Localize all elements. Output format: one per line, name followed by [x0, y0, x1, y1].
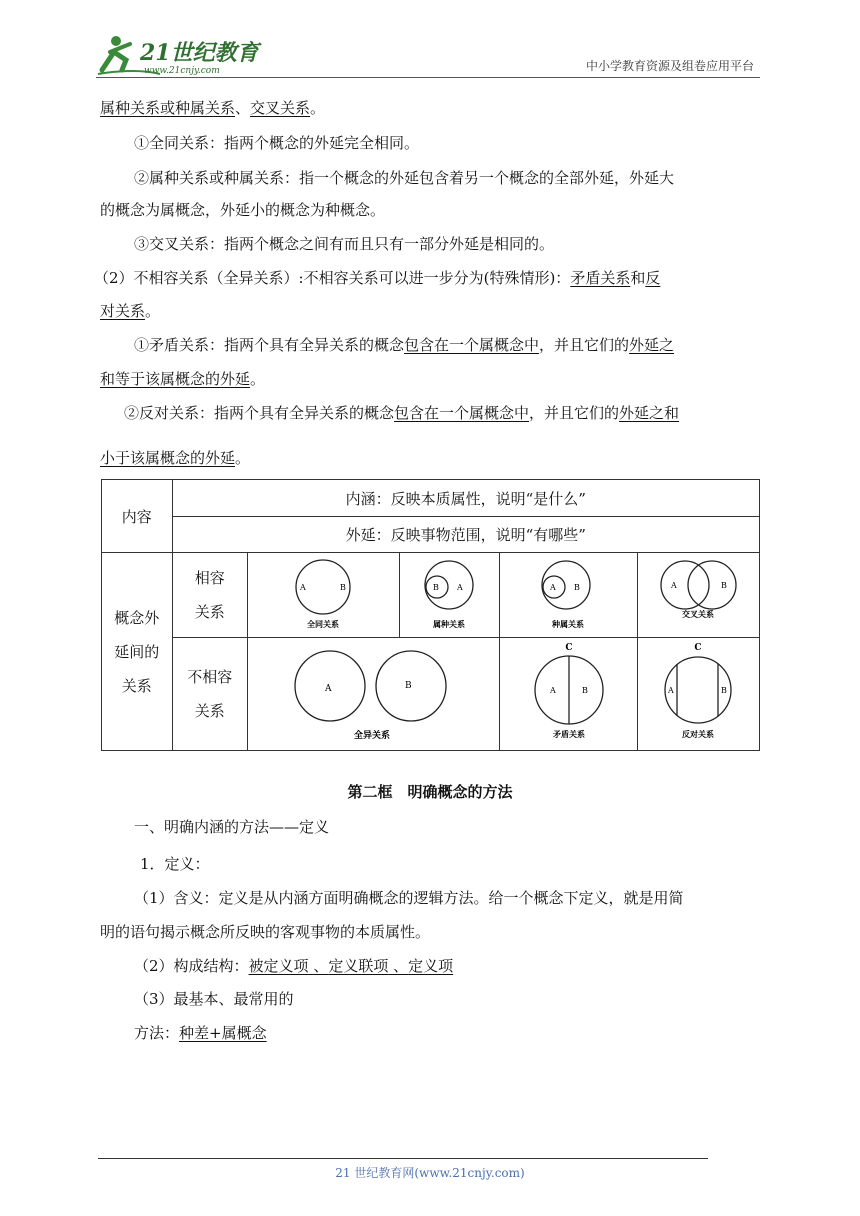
contradiction-diagram-cell [499, 638, 637, 751]
text: （2）构成结构： [134, 957, 249, 975]
text: （2）不相容关系（全异关系）:不相容关系可以进一步分为(特殊情形)： [94, 269, 571, 287]
opposition-diagram [638, 638, 759, 746]
genus-diagram [400, 553, 499, 633]
circle-a [661, 561, 709, 609]
species-diagram-cell [499, 553, 637, 638]
underline-copula: 定义联项 [328, 957, 389, 975]
underline-definiendum: 被定义项 [248, 957, 309, 975]
cross-diagram-cell [637, 553, 759, 638]
footer-text: 21 世纪教育网(www.21cnjy.com) [335, 1166, 525, 1180]
letter-c: C [565, 643, 573, 653]
heading-definition: 一、明确内涵的方法——定义 [134, 818, 330, 836]
text: 。 [145, 302, 161, 320]
label-same: 全同关系 [306, 619, 339, 629]
species-diagram [500, 553, 637, 633]
text: ②反对关系：指两个具有全异关系的概念 [124, 404, 395, 422]
opposition-line-1 [124, 403, 679, 423]
basic-line: （3）最基本、最常用的 [134, 990, 294, 1008]
meaning-line-1: （1）含义：定义是从内涵方面明确概念的逻辑方法。给一个概念下定义，就是用简 [134, 889, 684, 907]
label-opposition: 反对关系 [681, 729, 714, 739]
contradiction-diagram [500, 638, 637, 746]
opposition-diagram-cell [637, 638, 759, 751]
genus-definition-2: 的概念为属概念，外延小的概念为种概念。 [100, 201, 386, 219]
letter-a: A [670, 581, 677, 590]
underline: 包含在一个属概念中 [394, 404, 530, 422]
underline-opposition-a: 反 [645, 269, 661, 287]
letter-a: A [549, 686, 556, 695]
opposition-line-2 [100, 448, 250, 468]
circle-b [688, 561, 736, 609]
same-definition: ①全同关系：指两个概念的外延完全相同。 [134, 134, 420, 152]
underline: 小于该属概念的外延 [100, 449, 236, 467]
label-line: 关系 [194, 603, 225, 621]
end: 。 [310, 99, 326, 117]
same-diagram-cell [247, 553, 399, 638]
text: ，并且它们的 [529, 404, 620, 422]
label-species: 种属关系 [551, 619, 584, 629]
letter-a: A [325, 684, 332, 694]
text: 。 [235, 449, 251, 467]
label-contradiction: 矛盾关系 [552, 729, 585, 739]
text: 。 [250, 370, 266, 388]
sep: 、 [235, 99, 251, 117]
underline-genus-species: 属种关系或种属关系 [100, 99, 236, 117]
extension-cell: 外延：反映事物范围，说明“有哪些” [172, 517, 759, 553]
sep: 、 [388, 957, 409, 975]
label-line: 关系 [194, 702, 225, 720]
header-divider [96, 77, 760, 78]
contradiction-line-2 [100, 369, 265, 389]
content-label: 内容 [102, 480, 173, 553]
text: 方法： [134, 1024, 180, 1042]
letter-a: A [667, 686, 674, 695]
meaning-line-2: 明的语句揭示概念所反映的客观事物的本质属性。 [100, 923, 431, 941]
page-header [96, 32, 760, 78]
incompatible-label [172, 638, 247, 751]
letter-b: B [720, 686, 727, 695]
same-diagram [248, 553, 399, 633]
letter-c: C [694, 643, 702, 653]
underline: 包含在一个属概念中 [404, 336, 540, 354]
underline-opposition-b: 对关系 [100, 302, 146, 320]
disjoint-diagram-cell [247, 638, 499, 751]
method-line [134, 1023, 267, 1043]
label-line: 延间的 [114, 642, 160, 661]
underline-contradiction: 矛盾关系 [570, 269, 631, 287]
letter-b: B [573, 583, 580, 592]
letter-b: B [432, 583, 439, 592]
label-line: 不相容 [187, 668, 233, 686]
footer-divider [98, 1158, 708, 1159]
platform-name: 中小学教育资源及组卷应用平台 [585, 59, 754, 73]
cross-definition: ③交叉关系：指两个概念之间有而且只有一部分外延是相同的。 [134, 235, 555, 253]
letter-a: A [549, 583, 556, 592]
label-cross: 交叉关系 [681, 609, 714, 619]
underline-definiens: 定义项 [408, 957, 454, 975]
sub-definition: 1．定义： [140, 855, 210, 873]
logo-icon [96, 32, 266, 78]
underline-cross: 交叉关系 [250, 99, 311, 117]
letter-a: A [456, 583, 463, 592]
incompat-line-1 [94, 268, 660, 288]
logo-url: www.21cnjy.com [144, 66, 220, 76]
text: ①矛盾关系：指两个具有全异关系的概念 [134, 336, 405, 354]
relations-label [102, 553, 173, 751]
disjoint-diagram [248, 638, 498, 746]
underline: 外延之和 [619, 404, 680, 422]
label-line: 关系 [121, 676, 152, 695]
underline: 和等于该属概念的外延 [100, 370, 251, 388]
label-genus: 属种关系 [432, 619, 465, 629]
letter-b: B [339, 583, 346, 592]
compatible-label [172, 553, 247, 638]
underline-method: 种差+属概念 [179, 1024, 267, 1042]
letter-a: A [299, 583, 306, 592]
concept-table [101, 479, 760, 751]
contradiction-line-1 [134, 335, 674, 355]
genus-definition-1: ②属种关系或种属关系：指一个概念的外延包含着另一个概念的全部外延，外延大 [134, 169, 675, 187]
sep: 、 [308, 957, 329, 975]
structure-line [134, 956, 453, 976]
line-relations [100, 98, 325, 118]
letter-b: B [720, 581, 727, 590]
label-line: 相容 [194, 569, 225, 587]
cross-diagram [638, 553, 759, 633]
label-disjoint: 全异关系 [354, 731, 391, 741]
incompat-line-2 [100, 301, 160, 321]
intension-cell: 内涵：反映本质属性，说明“是什么” [172, 480, 759, 517]
underline: 外延之 [629, 336, 675, 354]
letter-b: B [581, 686, 588, 695]
section-title: 第二框 明确概念的方法 [347, 783, 513, 801]
label-line: 概念外 [114, 608, 160, 627]
letter-b: B [405, 681, 413, 691]
logo-text: 21世纪教育 [140, 40, 259, 66]
text: 和 [630, 269, 646, 287]
text: ，并且它们的 [539, 336, 630, 354]
genus-diagram-cell [399, 553, 499, 638]
